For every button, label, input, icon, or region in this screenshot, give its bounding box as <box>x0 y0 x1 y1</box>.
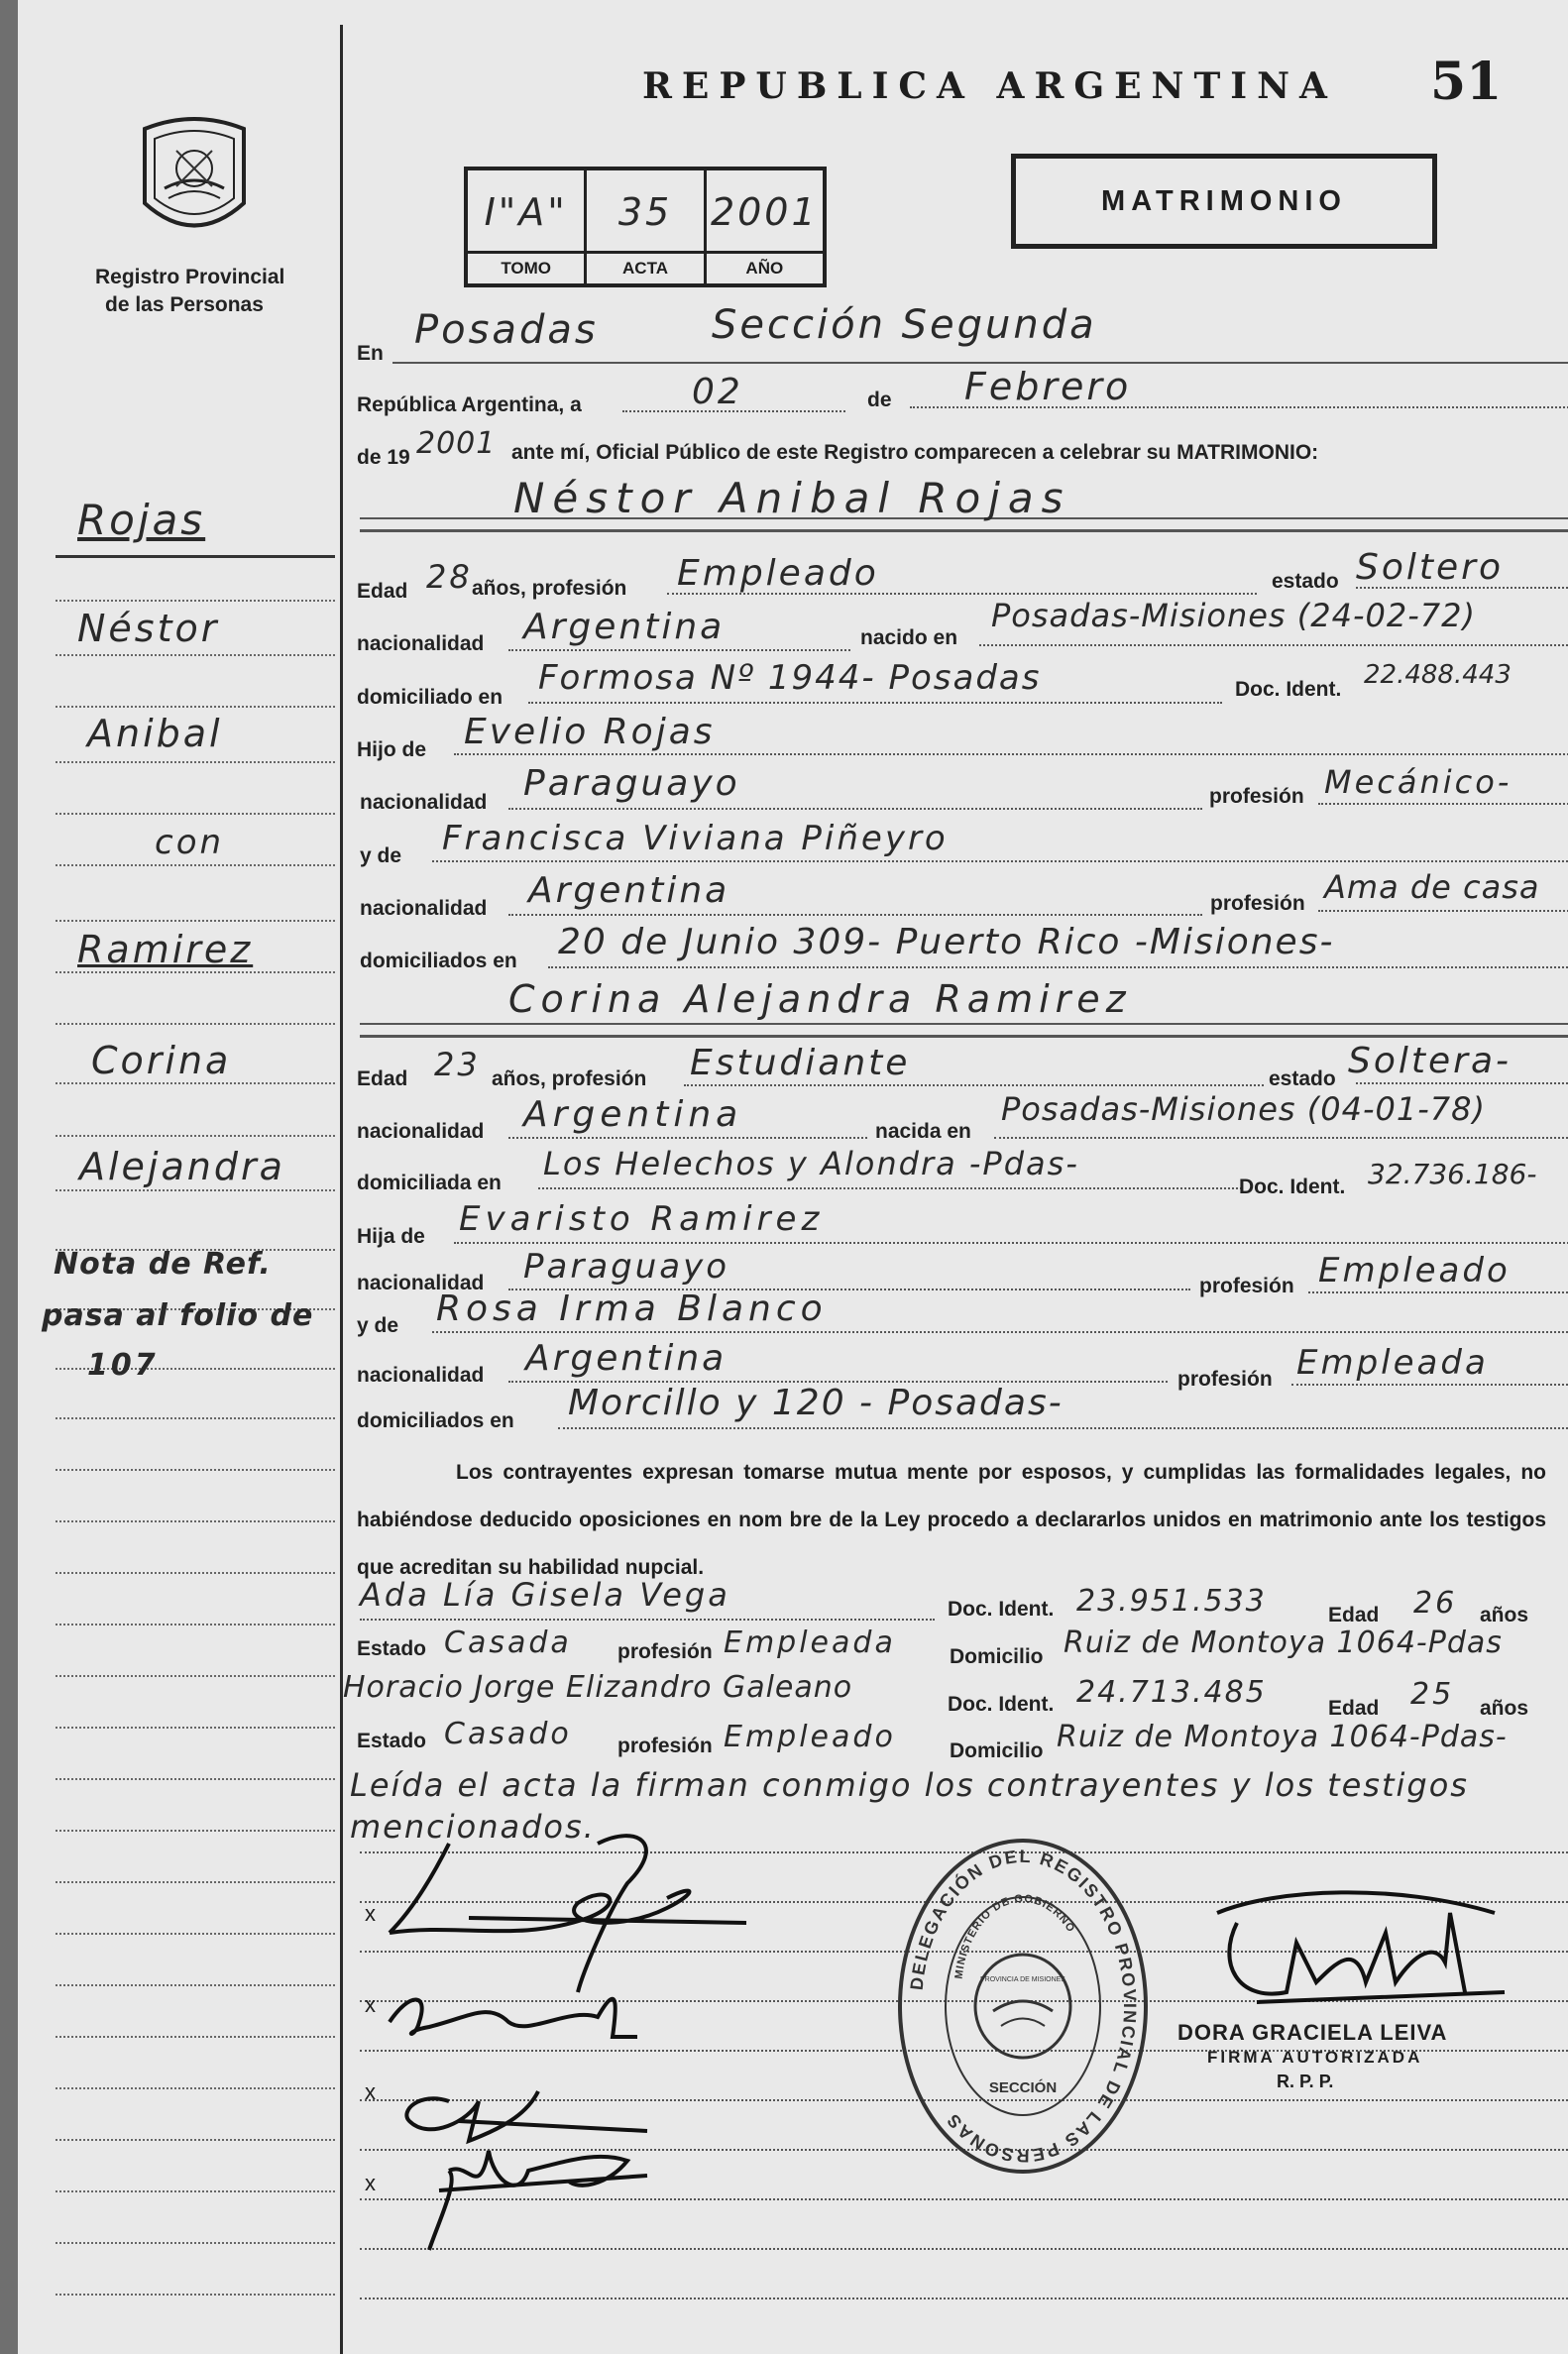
anio-value: 2001 <box>710 190 819 234</box>
label-profesion: profesión <box>1209 785 1304 808</box>
margin-line <box>56 2087 335 2089</box>
margin-note-line-2: pasa al folio de <box>42 1298 314 1333</box>
label-nacionalidad-3: nacionalidad <box>360 897 488 920</box>
margin-surname-groom: Rojas <box>77 496 206 544</box>
witness-1-name-line <box>360 1619 935 1621</box>
label-nacido-en: nacido en <box>860 626 958 649</box>
signatures-contrayentes <box>370 1824 786 2270</box>
label-profesion-6: profesión <box>617 1735 713 1757</box>
label-y-de: y de <box>360 844 402 867</box>
witness-2-profession: Empleado <box>724 1720 896 1754</box>
label-edad-2: Edad <box>357 1067 408 1090</box>
margin-line <box>56 1520 335 1522</box>
official-signature <box>1197 1883 1514 2042</box>
label-edad-3: Edad <box>1328 1604 1380 1626</box>
label-doc-ident-3: Doc. Ident. <box>948 1598 1055 1621</box>
year-suffix: 2001 <box>416 426 497 461</box>
label-doc-ident-2: Doc. Ident. <box>1239 1176 1346 1198</box>
margin-line <box>56 1572 335 1574</box>
bride-address-line <box>538 1187 1242 1189</box>
registry-line-2: de las Personas <box>105 293 264 316</box>
bride-parents-address-line <box>558 1427 1568 1429</box>
margin-line <box>56 600 335 602</box>
groom-mother-nationality-line <box>508 914 1202 916</box>
witness-1-address: Ruiz de Montoya 1064-Pdas <box>1064 1625 1503 1660</box>
margin-line <box>56 2190 335 2192</box>
witness-mark-2: x <box>365 1992 376 2017</box>
label-anos: años <box>1480 1604 1529 1626</box>
witness-1-age: 26 <box>1413 1586 1458 1621</box>
groom-nationality: Argentina <box>523 607 726 647</box>
anio-cell <box>707 170 823 283</box>
label-anos-profesion: años, profesión <box>472 577 627 600</box>
label-doc-ident-4: Doc. Ident. <box>948 1693 1055 1716</box>
margin-line <box>56 813 335 815</box>
bride-profession: Estudiante <box>690 1043 911 1083</box>
margin-note-line-3: 107 <box>87 1348 159 1383</box>
tomo-value: I"A" <box>484 190 568 234</box>
bride-father-profession-line <box>1308 1291 1568 1293</box>
anio-label: AÑO <box>707 251 823 283</box>
groom-parents-address-line <box>548 966 1568 968</box>
groom-doc: 22.488.443 <box>1364 660 1512 690</box>
bride-full-name: Corina Alejandra Ramirez <box>508 977 1132 1021</box>
label-ante: ante mí, Oficial Público de este Registro comparecen a celebrar su MATRIMONIO: <box>511 441 1319 464</box>
acta-cell <box>587 170 706 283</box>
bride-parents-address: Morcillo y 120 - Posadas- <box>568 1383 1064 1423</box>
acta-value: 35 <box>617 190 673 234</box>
margin-middle-name-bride: Alejandra <box>79 1145 285 1188</box>
label-profesion-2: profesión <box>1210 892 1305 915</box>
label-estado-4: Estado <box>357 1730 427 1752</box>
witness-2-name: Horacio Jorge Elizandro Galeano <box>343 1670 853 1705</box>
bride-separator <box>360 1035 1568 1038</box>
witness-1-name: Ada Lía Gisela Vega <box>360 1576 730 1614</box>
groom-mother-profession-line <box>1318 910 1568 912</box>
ruled-line <box>360 2298 1568 2299</box>
margin-line <box>56 2294 335 2296</box>
field-line <box>392 362 1568 364</box>
margin-note-line-1: Nota de Ref. <box>54 1247 272 1282</box>
bride-father-profession: Empleado <box>1318 1251 1511 1290</box>
label-hijo-de: Hijo de <box>357 738 427 761</box>
official-name: DORA GRACIELA LEIVA <box>1177 2020 1448 2045</box>
bride-mother-profession: Empleada <box>1296 1343 1489 1383</box>
witness-mark-1: x <box>365 1901 376 1926</box>
act-type-box: MATRIMONIO <box>1011 154 1437 249</box>
document-page <box>18 0 1568 2354</box>
official-seal <box>898 1839 1148 2174</box>
margin-line <box>56 1984 335 1986</box>
seal-outer-text: DELEGACIÓN DEL REGISTRO PROVINCIAL DE LAS PERSONAS <box>906 1846 1141 2167</box>
margin-line <box>56 555 335 558</box>
label-nacionalidad: nacionalidad <box>357 632 485 655</box>
bride-father-line <box>454 1242 1568 1244</box>
witness-mark-3: x <box>365 2079 376 2104</box>
margin-line <box>56 971 335 973</box>
witness-2-age: 25 <box>1410 1677 1455 1712</box>
margin-first-name-groom: Néstor <box>77 607 220 650</box>
margin-line <box>56 1189 335 1191</box>
groom-father-nationality-line <box>508 808 1202 810</box>
label-estado-3: Estado <box>357 1637 427 1660</box>
margin-line <box>56 1135 335 1137</box>
bride-father-nationality: Paraguayo <box>523 1247 730 1287</box>
margin-line <box>56 1469 335 1471</box>
witness-2-doc: 24.713.485 <box>1076 1675 1267 1710</box>
label-anos-profesion-2: años, profesión <box>492 1067 647 1090</box>
section: Sección Segunda <box>712 302 1097 348</box>
bride-nationality-line <box>508 1137 867 1139</box>
label-nacida-en: nacida en <box>875 1120 971 1143</box>
label-y-de-2: y de <box>357 1314 399 1337</box>
groom-full-name: Néstor Anibal Rojas <box>513 474 1071 522</box>
label-republica: República Argentina, a <box>357 393 582 416</box>
label-edad: Edad <box>357 580 408 603</box>
bride-mother: Rosa Irma Blanco <box>436 1289 828 1329</box>
groom-mother-profession: Ama de casa <box>1324 868 1540 906</box>
tomo-cell <box>468 170 587 283</box>
margin-line <box>56 1778 335 1780</box>
groom-father-profession-line <box>1318 803 1568 805</box>
groom-age: 28 <box>426 558 473 596</box>
label-nacionalidad-4: nacionalidad <box>357 1120 485 1143</box>
label-hija-de: Hija de <box>357 1225 425 1248</box>
groom-profession: Empleado <box>677 553 879 594</box>
declaration-text: Los contrayentes expresan tomarse mutua mente por esposos, y cumplidas las formalidades legales, no habiéndose deducido oposiciones en nom bre de la Ley procedo a declararlos unidos en matrimonio ante los testigos que acreditan su habilidad nupcial. <box>357 1461 1546 1579</box>
label-domiciliados-en: domiciliados en <box>360 950 517 972</box>
provincial-emblem <box>135 109 254 248</box>
groom-birthplace-line <box>979 644 1568 646</box>
bride-profession-line <box>684 1084 1264 1086</box>
margin-line <box>56 1023 335 1025</box>
margin-line <box>56 1675 335 1677</box>
margin-line <box>56 1624 335 1625</box>
registry-line-1: Registro Provincial <box>95 266 285 288</box>
bride-father: Evaristo Ramirez <box>459 1199 825 1239</box>
label-domicilio: Domicilio <box>950 1645 1044 1668</box>
margin-middle-name-groom: Anibal <box>87 712 223 755</box>
bride-nationality: Argentina <box>523 1094 743 1135</box>
margin-first-name-bride: Corina <box>91 1039 232 1082</box>
closing-text: Leída el acta la firman conmigo los contrayentes y los testigos mencionados. <box>350 1766 1469 1846</box>
groom-father-nationality: Paraguayo <box>523 763 740 804</box>
groom-address-line <box>528 702 1222 704</box>
margin-line <box>56 2139 335 2141</box>
day: 02 <box>692 372 743 412</box>
margin-line <box>56 1417 335 1419</box>
margin-line <box>56 654 335 656</box>
witness-1-doc: 23.951.533 <box>1076 1584 1267 1619</box>
bride-address: Los Helechos y Alondra -Pdas- <box>543 1145 1079 1182</box>
groom-mother-nationality: Argentina <box>528 870 730 911</box>
label-domiciliada-en: domiciliada en <box>357 1172 502 1194</box>
bride-name-line <box>360 1023 1568 1025</box>
seal-bottom-text: SECCIÓN <box>988 2079 1058 2096</box>
seal-inner-text: MINISTERIO DE GOBIERNO <box>952 1892 1077 1980</box>
groom-father-profession: Mecánico- <box>1324 763 1512 801</box>
svg-text:MINISTERIO DE GOBIERNO <box>953 1893 1077 1980</box>
bride-mother-line <box>432 1331 1568 1333</box>
groom-address: Formosa Nº 1944- Posadas <box>538 658 1042 698</box>
folio-number: 51 <box>1430 52 1503 112</box>
label-nacionalidad-5: nacionalidad <box>357 1272 485 1294</box>
bride-birthplace-line <box>994 1137 1568 1139</box>
tomo-label: TOMO <box>468 251 584 283</box>
bride-status-line <box>1356 1082 1568 1084</box>
margin-line <box>56 2242 335 2244</box>
label-en: En <box>357 342 384 365</box>
label-profesion-3: profesión <box>1199 1275 1294 1297</box>
label-profesion-4: profesión <box>1177 1368 1273 1391</box>
margin-line <box>56 1082 335 1084</box>
label-nacionalidad-2: nacionalidad <box>360 791 488 814</box>
margin-line <box>56 2036 335 2038</box>
margin-surname-bride: Ramirez <box>77 928 254 971</box>
margin-line <box>56 920 335 922</box>
seal-emblem-label: PROVINCIA DE MISIONES <box>980 1976 1065 1983</box>
bride-age: 23 <box>434 1046 481 1083</box>
bride-doc: 32.736.186- <box>1368 1158 1537 1190</box>
label-anos-2: años <box>1480 1697 1529 1720</box>
acta-label: ACTA <box>587 251 703 283</box>
label-domiciliados-en-2: domiciliados en <box>357 1409 514 1432</box>
label-doc-ident: Doc. Ident. <box>1235 678 1342 701</box>
bride-birthplace: Posadas-Misiones (04-01-78) <box>1001 1090 1486 1128</box>
groom-father: Evelio Rojas <box>464 712 716 752</box>
label-de: de <box>867 389 892 411</box>
margin-line <box>56 864 335 866</box>
margin-line <box>56 1881 335 1883</box>
registration-box <box>464 167 827 287</box>
groom-father-line <box>454 753 1568 755</box>
label-de-19: de 19 <box>357 446 410 469</box>
groom-mother-line <box>432 860 1568 862</box>
country-title: REPUBLICA ARGENTINA <box>642 65 1337 107</box>
label-estado: estado <box>1272 570 1339 593</box>
witness-mark-4: x <box>365 2171 376 2195</box>
bride-mother-profession-line <box>1291 1384 1568 1386</box>
margin-con: con <box>155 823 225 862</box>
groom-nationality-line <box>508 649 850 651</box>
witness-2-status: Casado <box>444 1717 572 1751</box>
witness-1-status: Casada <box>444 1625 572 1660</box>
label-domiciliado-en: domiciliado en <box>357 686 504 709</box>
groom-birthplace: Posadas-Misiones (24-02-72) <box>991 597 1476 634</box>
label-profesion-5: profesión <box>617 1640 713 1663</box>
bride-status: Soltera- <box>1348 1041 1512 1081</box>
margin-divider <box>340 25 343 2354</box>
label-edad-4: Edad <box>1328 1697 1380 1720</box>
official-office: R. P. P. <box>1277 2072 1334 2091</box>
month: Febrero <box>964 365 1132 408</box>
groom-mother: Francisca Viviana Piñeyro <box>442 819 949 858</box>
margin-line <box>56 1727 335 1729</box>
groom-parents-address: 20 de Junio 309- Puerto Rico -Misiones- <box>558 922 1335 962</box>
witness-2-address: Ruiz de Montoya 1064-Pdas- <box>1057 1720 1508 1754</box>
margin-line <box>56 706 335 708</box>
witness-1-profession: Empleada <box>724 1625 896 1660</box>
label-estado-2: estado <box>1269 1067 1336 1090</box>
official-title: FIRMA AUTORIZADA <box>1207 2048 1423 2067</box>
place: Posadas <box>414 307 599 353</box>
label-domicilio-2: Domicilio <box>950 1739 1044 1762</box>
groom-separator <box>360 529 1568 532</box>
margin-line <box>56 1830 335 1832</box>
margin-line <box>56 1933 335 1935</box>
label-nacionalidad-6: nacionalidad <box>357 1364 485 1387</box>
groom-status: Soltero <box>1356 547 1504 588</box>
bride-mother-nationality: Argentina <box>525 1338 728 1379</box>
margin-line <box>56 761 335 763</box>
